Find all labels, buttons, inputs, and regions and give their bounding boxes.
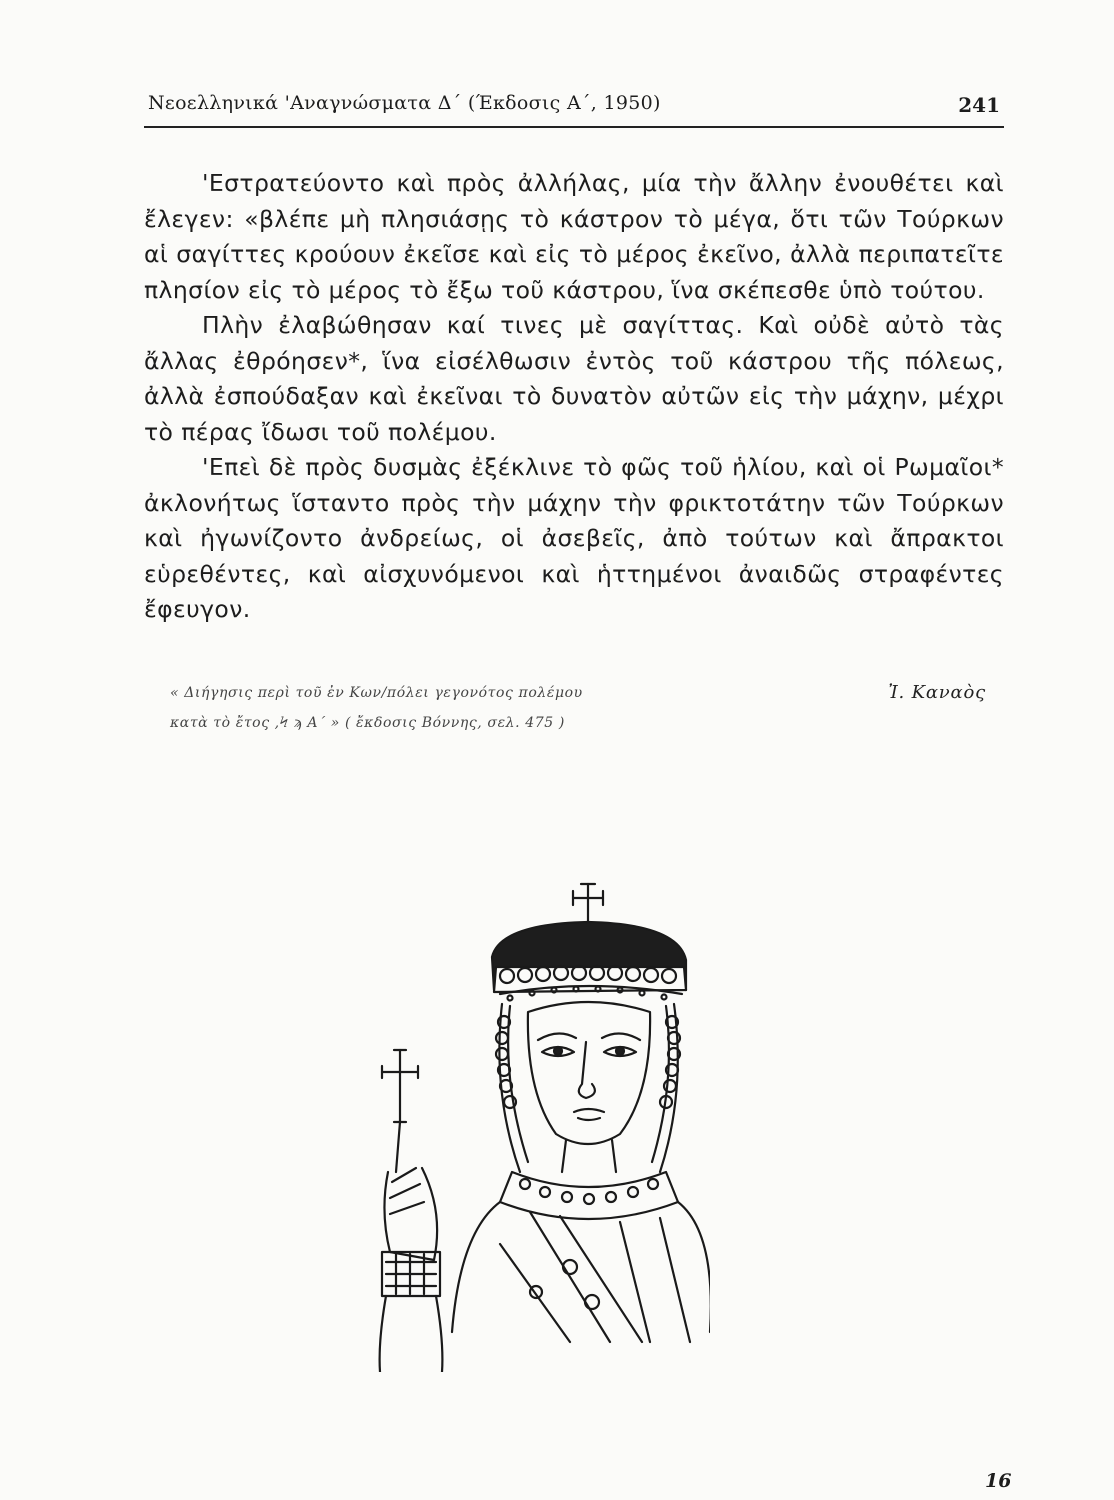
empress-illustration (360, 872, 710, 1372)
crown-jewel-band (494, 966, 686, 1001)
paragraph: 'Εστρατεύοντο καὶ πρὸς ἀλλήλας, μία τὴν ἄλλην ἐνουθέτει καὶ ἔλεγεν: «βλέπε μὴ πλησιάσῃς τὸ κάστρον τὸ μέγα, ὅτι τῶν Τούρκων αἱ σαγίττες κρούουν ἐκεῖσε καὶ εἰς τὸ μέρος ἐκεῖνο, ἀλλὰ περιπατεῖτε πλησίον εἰς τὸ μέρος τὸ ἔξω τοῦ κάστρου, ἵνα σκέπεσθε ὑπὸ τούτου. (144, 169, 1004, 304)
paragraph: Πλὴν ἐλαβώθησαν καί τινες μὲ σαγίττας. Καὶ οὐδὲ αὐτὸ τὰς ἄλλας ἐθρόησεν*, ἵνα εἰσέλθωσιν ἐντὸς τοῦ κάστρου τῆς πόλεως, ἀλλὰ ἐσπούδαξαν καὶ ἐκεῖναι τὸ δυνατὸν αὐτῶν εἰς τὴν μάχην, μέχρι τὸ πέρας ἴδωσι τοῦ πολέμου. (144, 311, 1004, 446)
hand-cross-icon (380, 1050, 443, 1372)
citation-text (170, 678, 730, 738)
page-header (144, 92, 1004, 128)
paragraph: 'Επεὶ δὲ πρὸς δυσμὰς ἐξέκλινε τὸ φῶς τοῦ ἡλίου, καὶ οἱ Ρωμαῖοι* ἀκλονήτως ἵσταντο πρὸς τὴν μάχην τὴν φρικτοτάτην τῶν Τούρκων καὶ ἠγωνίζοντο ἀνδρείως, οἱ ἀσεβεῖς, ἀπὸ τούτων καὶ ἄπρακτοι εὑρεθέντες, καὶ αἰσχυνόμενοι καὶ ἡττημένοι ἀναιδῶς στραφέντες ἔφευγον. (144, 453, 1004, 623)
header-rule (144, 126, 1004, 128)
crown-cross-icon (573, 884, 603, 924)
body-text (144, 166, 1004, 628)
page-number: 241 (958, 93, 1000, 117)
pendilia (496, 1016, 680, 1108)
citation-author: Ἰ. Καναὸς (888, 682, 986, 703)
citation-line: « Διήγησις περὶ τοῦ ἐν Κων/πόλει γεγονότος πολέμου (170, 685, 583, 701)
face (528, 1002, 650, 1144)
signature-mark: 16 (985, 1470, 1012, 1492)
running-title: Νεοελληνικά 'Αναγνώσματα Δ΄ (Έκδοσις Α΄, 1950) (148, 92, 661, 114)
citation-line: κατὰ τὸ ἔτος ,Ϟ ϡ Α΄ » ( ἔκδοσις Βόννης, σελ. 475 ) (170, 715, 565, 731)
source-citation (170, 678, 1000, 738)
